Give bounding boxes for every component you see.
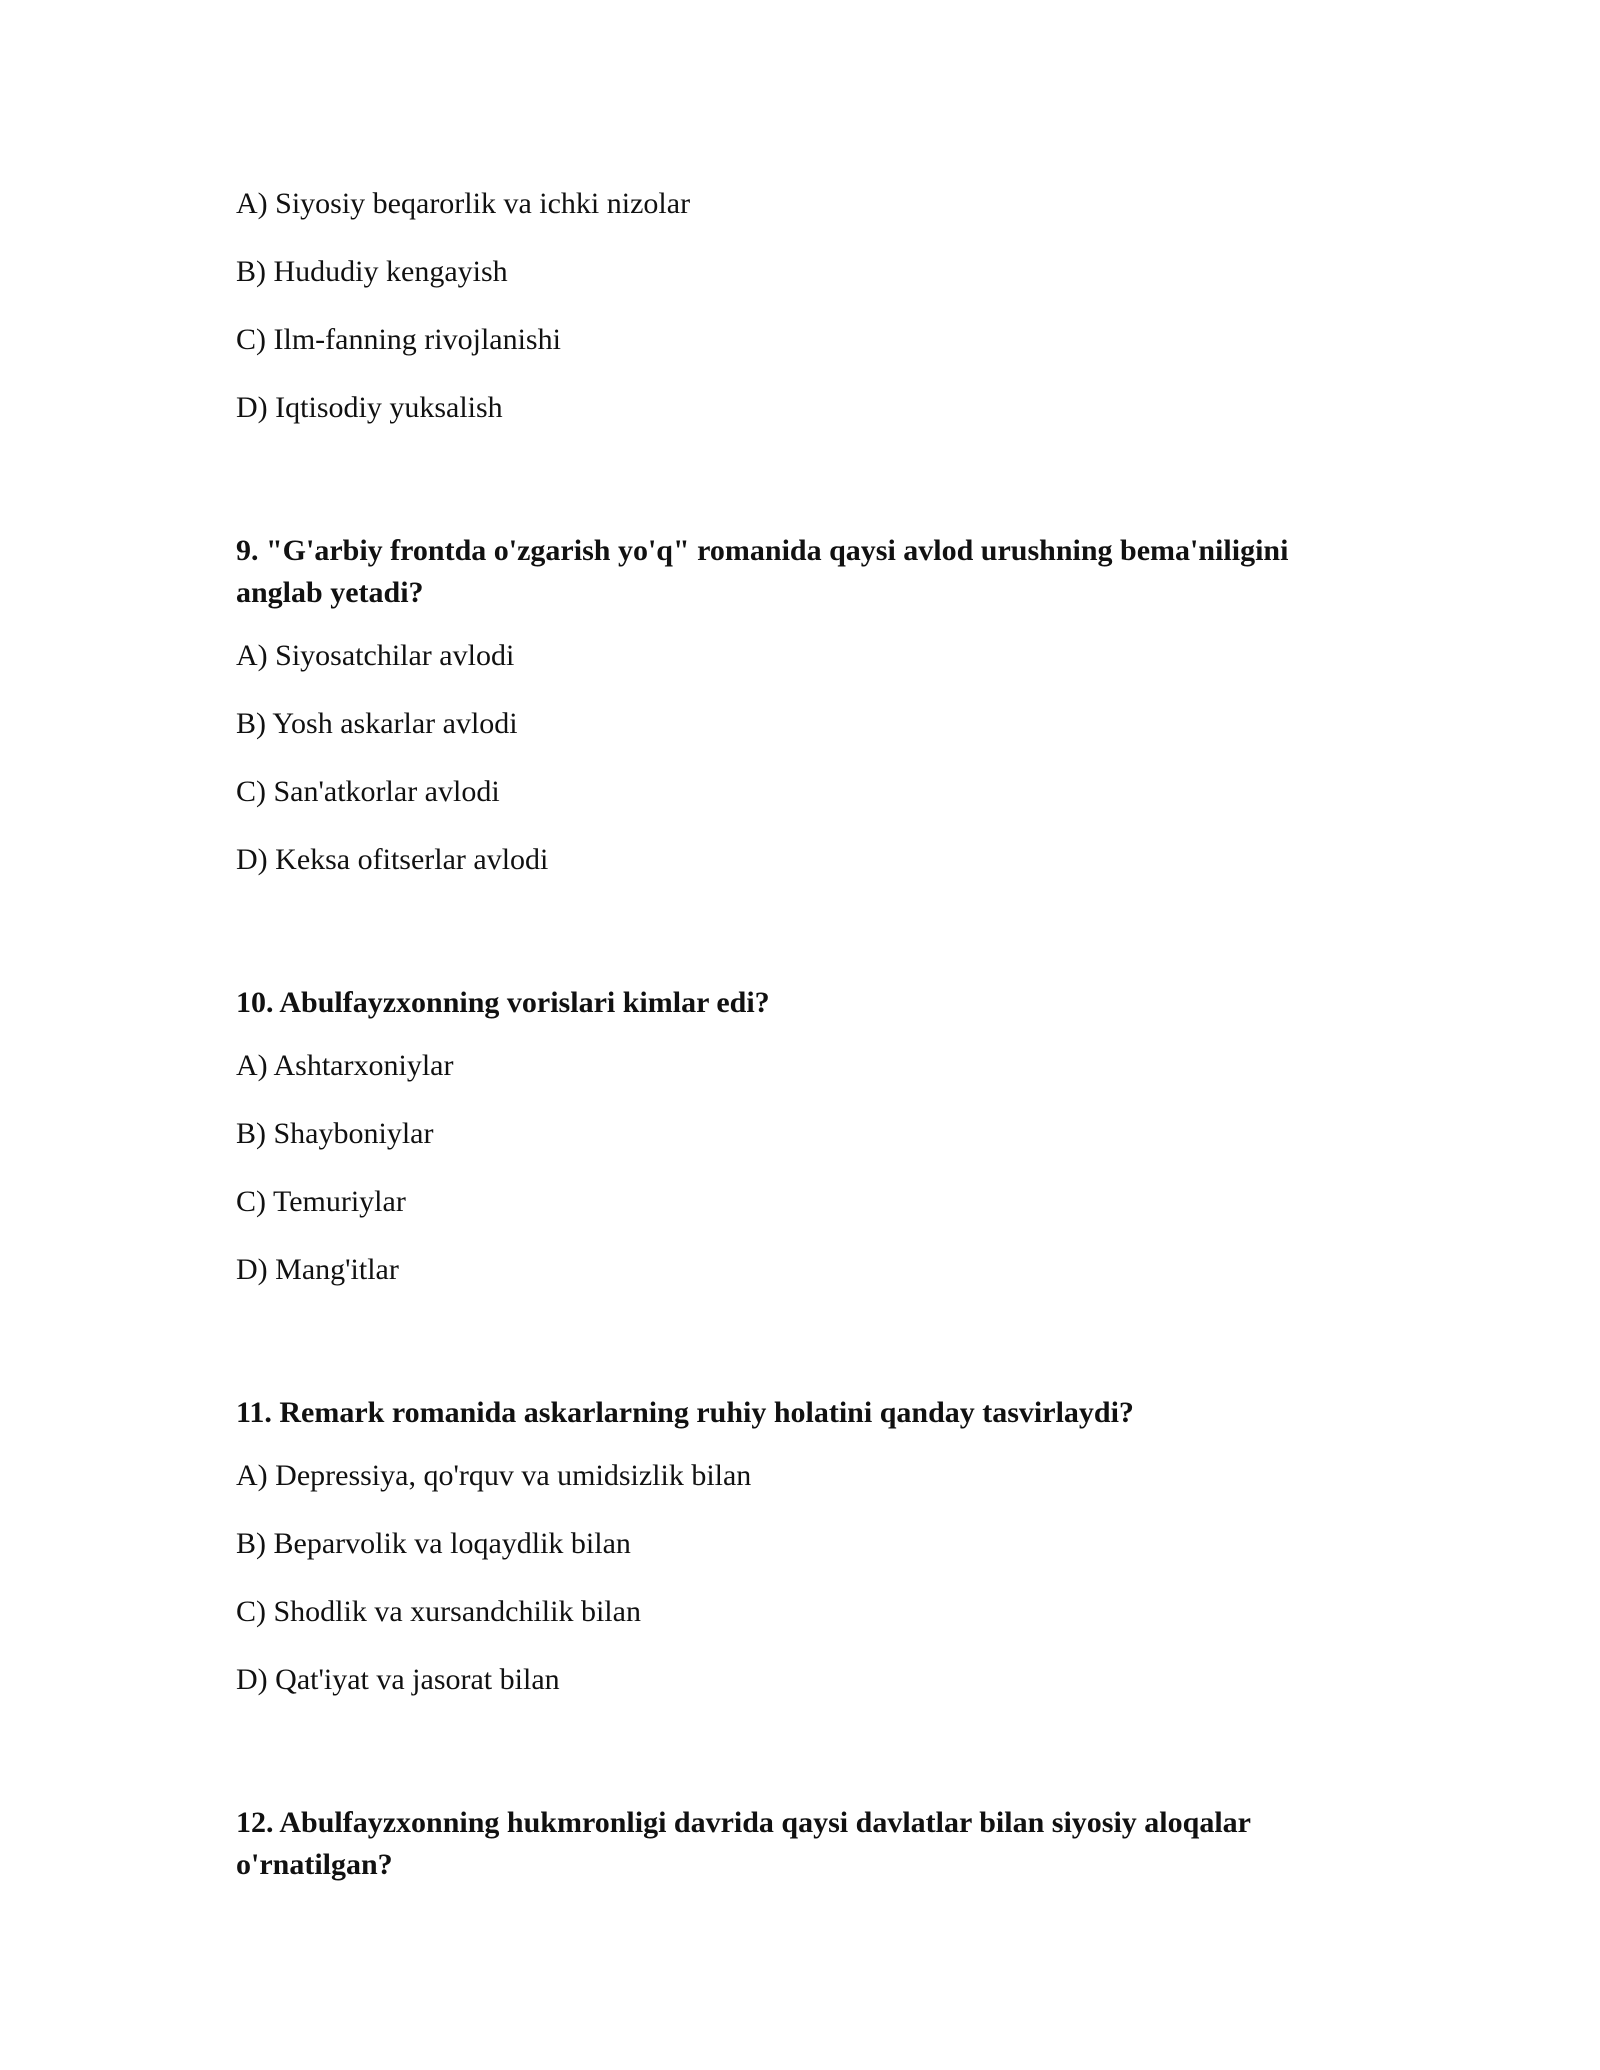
answer-option: D) Iqtisodiy yuksalish — [236, 391, 503, 424]
answer-option: C) San'atkorlar avlodi — [236, 775, 500, 808]
answer-option: B) Beparvolik va loqaydlik bilan — [236, 1527, 631, 1560]
question-block-10 — [236, 982, 1366, 1288]
answer-option: A) Ashtarxoniylar — [236, 1049, 454, 1082]
answer-option: C) Temuriylar — [236, 1185, 406, 1218]
answer-option: C) Shodlik va xursandchilik bilan — [236, 1595, 641, 1628]
question-text: 11. Remark romanida askarlarning ruhiy holatini qanday tasvirlaydi? — [236, 1396, 1134, 1429]
spacer — [236, 910, 1366, 982]
question-text: 12. Abulfayzxonning hukmronligi davrida qaysi davlatlar bilan siyosiy aloqalar o'rnatilgan? — [236, 1806, 1251, 1881]
answer-option: D) Mang'itlar — [236, 1253, 399, 1286]
spacer — [236, 1730, 1366, 1802]
question-text: 9. "G'arbiy frontda o'zgarish yo'q" romanida qaysi avlod urushning bema'niligini anglab yetadi? — [236, 534, 1289, 609]
answer-option: A) Siyosatchilar avlodi — [236, 639, 515, 672]
question-block-12 — [236, 1802, 1366, 1886]
leading-options — [236, 186, 1366, 426]
question-text: 10. Abulfayzxonning vorislari kimlar edi? — [236, 986, 770, 1019]
answer-option: B) Yosh askarlar avlodi — [236, 707, 518, 740]
answer-option: C) Ilm-fanning rivojlanishi — [236, 323, 561, 356]
answer-option: D) Qat'iyat va jasorat bilan — [236, 1663, 560, 1696]
answer-option: B) Hududiy kengayish — [236, 255, 508, 288]
question-block-11 — [236, 1392, 1366, 1698]
question-block-9 — [236, 530, 1366, 878]
answer-option: A) Depressiya, qo'rquv va umidsizlik bilan — [236, 1459, 752, 1492]
spacer — [236, 1320, 1366, 1392]
answer-option: D) Keksa ofitserlar avlodi — [236, 843, 549, 876]
answer-option: A) Siyosiy beqarorlik va ichki nizolar — [236, 187, 691, 220]
page-content — [236, 186, 1366, 1910]
spacer — [236, 458, 1366, 530]
answer-option: B) Shayboniylar — [236, 1117, 434, 1150]
